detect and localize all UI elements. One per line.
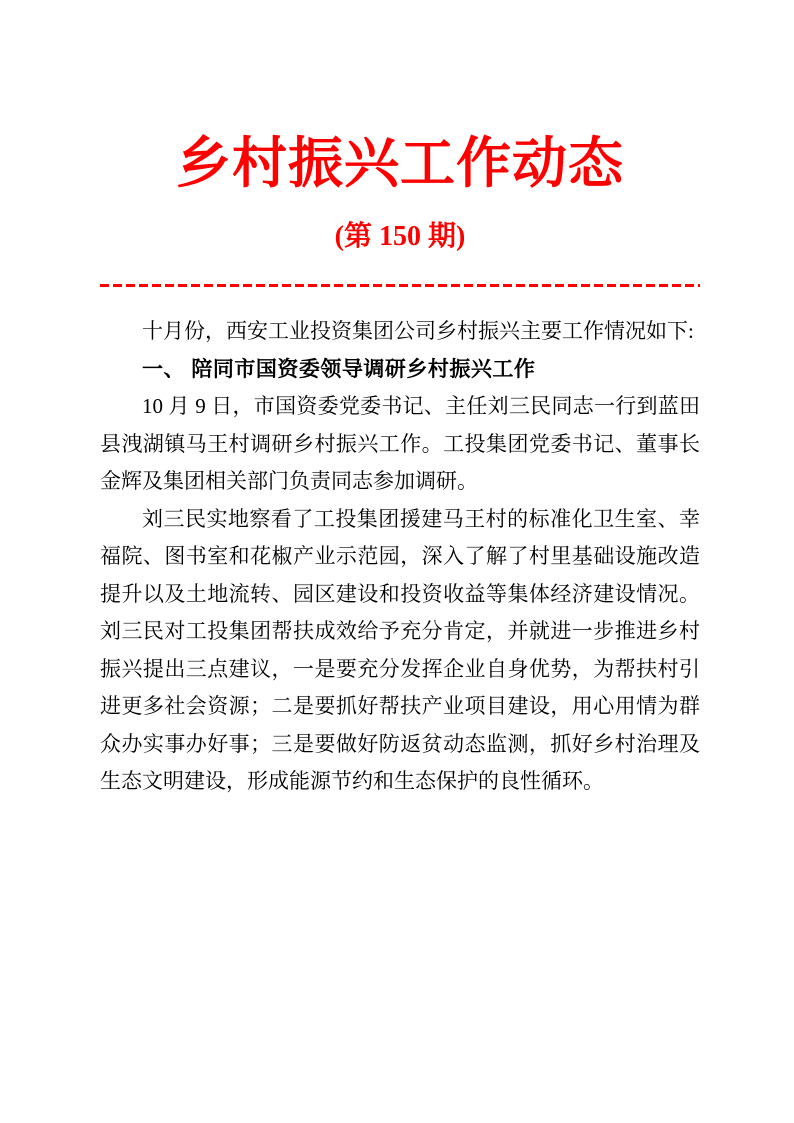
body-paragraph: 10 月 9 日，市国资委党委书记、主任刘三民同志一行到蓝田县洩湖镇马王村调研乡村振兴工作。工投集团党委书记、董事长金辉及集团相关部门负责同志参加调研。 [100,394,700,493]
intro-paragraph: 十月份，西安工业投资集团公司乡村振兴主要工作情况如下: [142,319,694,343]
newsletter-title: 乡村振兴工作动态 [175,133,624,194]
body-paragraph: 刘三民实地察看了工投集团援建马王村的标准化卫生室、幸福院、图书室和花椒产业示范园，深入了解了村里基础设施改造提升以及土地流转、园区建设和投资收益等集体经济建设情况。刘三民对工投集团帮扶成效给予充分肯定，并就进一步推进乡村振兴提出三点建议，一是要充分发挥企业自身优势，为帮扶村引进更多社会资源；二是要抓好帮扶产业项目建设，用心用情为群众办实事办好事；三是要做好防返贫动态监测，抓好乡村治理及生态文明建设，形成能源节约和生态保护的良性循环。 [100,506,700,793]
red-dashed-divider [100,284,700,287]
issue-number: (第 150 期) [334,221,466,252]
document-body [100,313,700,801]
section-1-heading: 一、 陪同市国资委领导调研乡村振兴工作 [142,357,536,381]
